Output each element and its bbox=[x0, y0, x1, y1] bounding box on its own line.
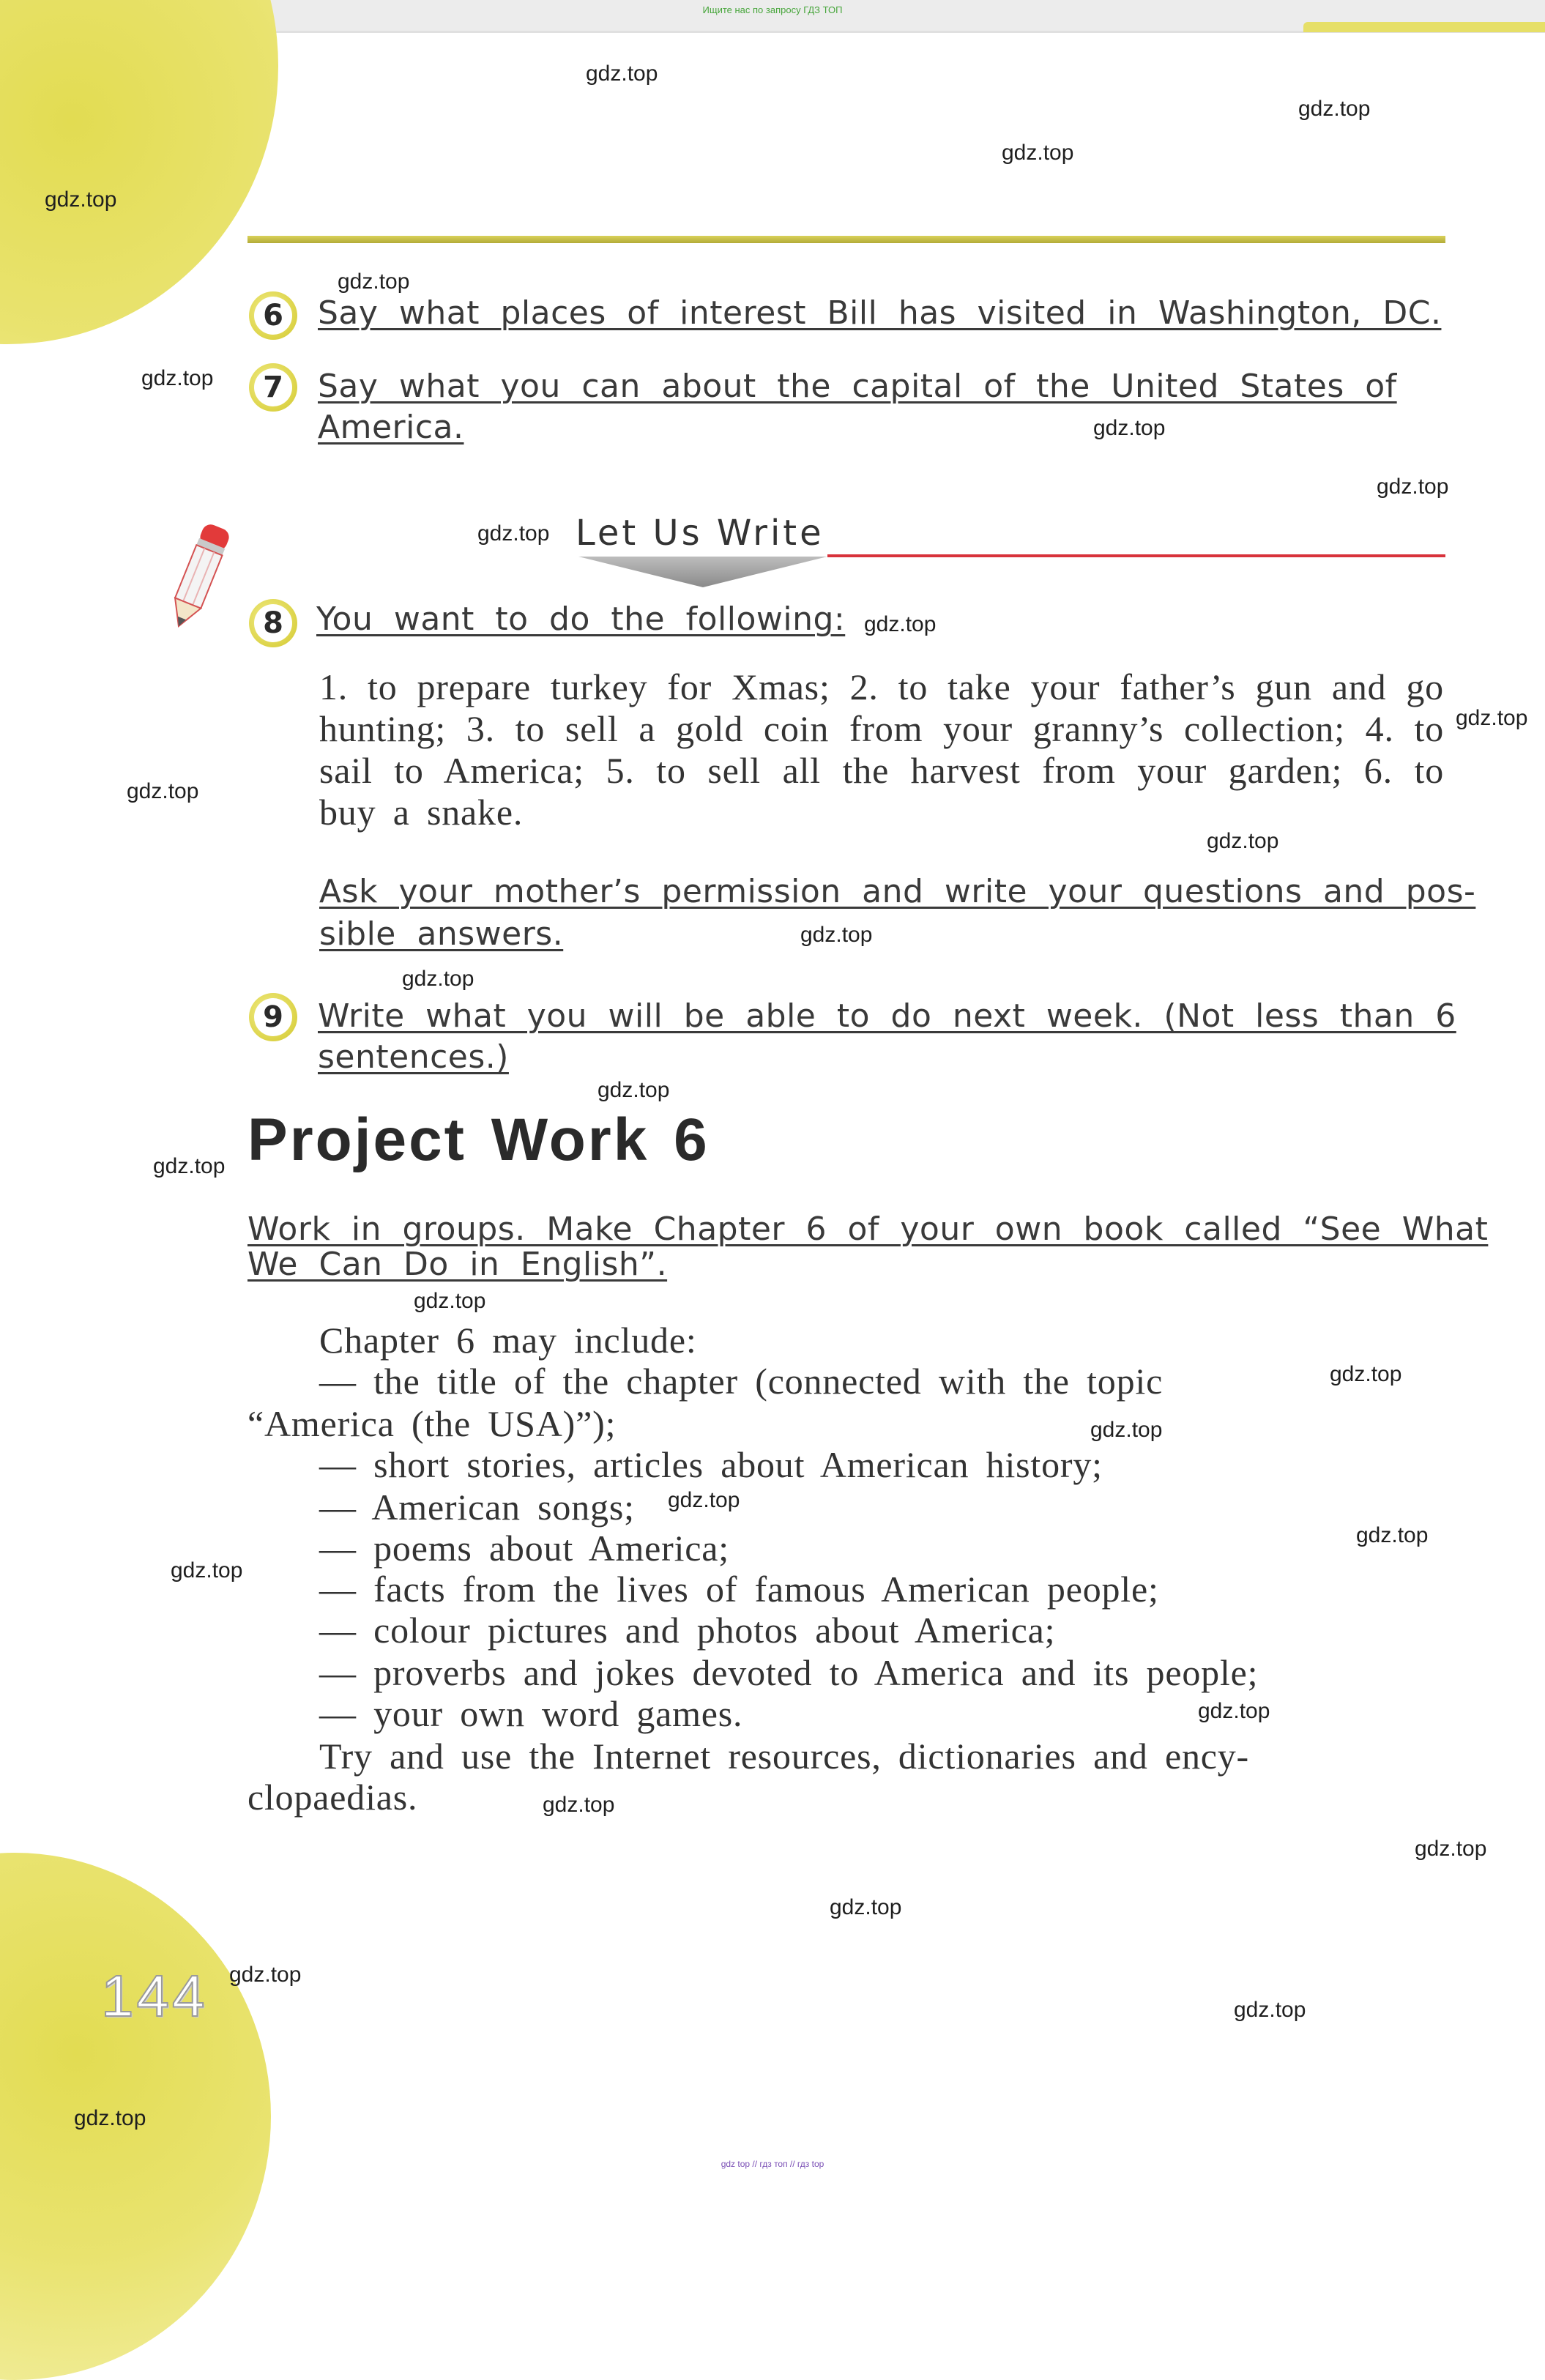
task-7-line-2: America. bbox=[318, 409, 464, 446]
project-line: “America (the USA)”); bbox=[247, 1403, 617, 1444]
project-line: — proverbs and jokes devoted to America and its people; bbox=[319, 1652, 1259, 1693]
task-6-number: 6 bbox=[249, 291, 297, 340]
heading-red-line bbox=[827, 554, 1445, 557]
heading-arrow-decoration bbox=[578, 554, 827, 590]
project-line: Try and use the Internet resources, dictionaries and ency- bbox=[319, 1736, 1250, 1777]
top-bar-accent bbox=[1303, 22, 1545, 32]
watermark: gdz.top bbox=[1207, 829, 1279, 853]
watermark: gdz.top bbox=[1456, 706, 1528, 730]
project-line: — the title of the chapter (connected with the topic bbox=[319, 1361, 1164, 1402]
project-line: — your own word games. bbox=[319, 1693, 743, 1734]
watermark: gdz.top bbox=[1377, 475, 1449, 499]
watermark: gdz.top bbox=[1090, 1418, 1163, 1442]
task-8-text: You want to do the following: bbox=[316, 600, 846, 638]
task-8-number: 8 bbox=[249, 599, 297, 647]
watermark: gdz.top bbox=[586, 62, 658, 86]
header-rule bbox=[247, 236, 1445, 243]
task-9-number: 9 bbox=[249, 993, 297, 1041]
section-heading-let-us-write: Let Us Write bbox=[576, 513, 824, 554]
project-line: — short stories, articles about American history; bbox=[319, 1444, 1103, 1485]
task-9-line-2: sentences.) bbox=[318, 1038, 509, 1076]
watermark: gdz.top bbox=[1356, 1523, 1429, 1547]
project-line: Chapter 6 may include: bbox=[319, 1320, 697, 1361]
watermark: gdz.top bbox=[543, 1793, 615, 1817]
watermark: gdz.top bbox=[127, 779, 199, 803]
watermark: gdz.top bbox=[171, 1558, 243, 1583]
watermark: gdz.top bbox=[800, 923, 873, 947]
watermark: gdz.top bbox=[1298, 97, 1371, 121]
task-7-number: 7 bbox=[249, 363, 297, 412]
project-line: — facts from the lives of famous American people; bbox=[319, 1569, 1159, 1610]
watermark: gdz.top bbox=[153, 1154, 226, 1178]
watermark: gdz.top bbox=[830, 1895, 902, 1919]
project-title: Project Work 6 bbox=[247, 1107, 710, 1173]
project-intro-line-2: We Can Do in English”. bbox=[247, 1246, 668, 1283]
watermark: gdz.top bbox=[597, 1078, 670, 1102]
project-intro-line-1: Work in groups. Make Chapter 6 of your own book called “See What bbox=[247, 1211, 1489, 1248]
watermark: gdz.top bbox=[141, 366, 214, 390]
watermark: gdz.top bbox=[1093, 416, 1166, 440]
watermark: gdz.top bbox=[338, 269, 410, 294]
task-9-line-1: Write what you will be able to do next week. (Not less than 6 bbox=[318, 997, 1456, 1035]
top-banner[interactable]: Ищите нас по запросу ГДЗ ТОП bbox=[702, 4, 843, 15]
task-8-instruction-line-1: Ask your mother’s permission and write your questions and pos- bbox=[319, 873, 1476, 910]
watermark: gdz.top bbox=[414, 1289, 486, 1313]
watermark: gdz.top bbox=[864, 612, 937, 636]
watermark: gdz.top bbox=[477, 521, 550, 546]
watermark: gdz.top bbox=[402, 967, 474, 991]
page-number: 144 bbox=[101, 1963, 208, 2028]
watermark: gdz.top bbox=[1002, 141, 1074, 165]
project-line: clopaedias. bbox=[247, 1777, 418, 1818]
project-line: — poems about America; bbox=[319, 1528, 729, 1569]
task-8-list: 1. to prepare turkey for Xmas; 2. to take your father’s gun and go hunting; 3. to sell a gold coin from your granny’s collection; 4. to sail to America; 5. to sell all the harvest from your garden; 6. to buy a snake. bbox=[319, 666, 1444, 833]
watermark: gdz.top bbox=[1234, 1998, 1306, 2022]
watermark: gdz.top bbox=[1198, 1699, 1270, 1723]
top-corner-decoration bbox=[0, 0, 278, 344]
watermark: gdz.top bbox=[1415, 1837, 1487, 1861]
watermark: gdz.top bbox=[74, 2106, 146, 2130]
watermark: gdz.top bbox=[1330, 1362, 1402, 1386]
watermark: gdz.top bbox=[229, 1963, 302, 1987]
task-7-line-1: Say what you can about the capital of the United States of bbox=[318, 368, 1397, 405]
pencil-icon bbox=[161, 518, 234, 636]
project-line: — American songs; bbox=[319, 1487, 635, 1528]
task-8-instruction-line-2: sible answers. bbox=[319, 915, 564, 953]
watermark: gdz.top bbox=[668, 1488, 740, 1512]
project-line: — colour pictures and photos about America; bbox=[319, 1610, 1056, 1651]
bottom-banner[interactable]: gdz top // гдз топ // гдз top bbox=[721, 2159, 824, 2169]
task-6-text: Say what places of interest Bill has visited in Washington, DC. bbox=[318, 294, 1442, 332]
watermark: gdz.top bbox=[45, 187, 117, 212]
